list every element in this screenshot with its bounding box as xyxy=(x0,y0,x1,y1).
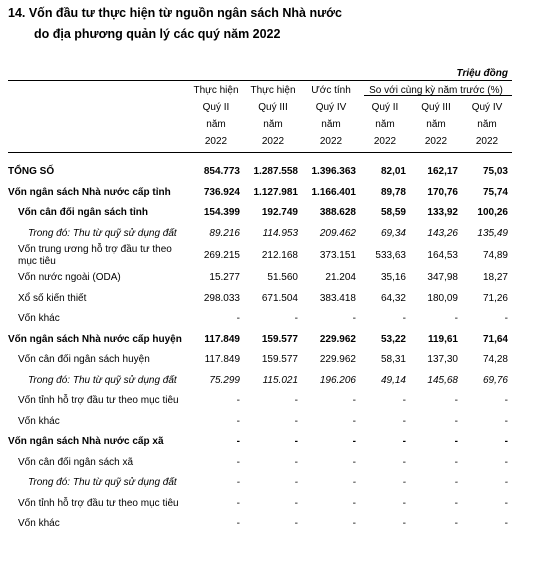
table-body xyxy=(8,150,512,535)
cell-value: - xyxy=(352,395,356,406)
cell-value: - xyxy=(504,497,508,509)
cell-value: 1.287.558 xyxy=(253,166,298,177)
cell-value: - xyxy=(352,477,356,488)
col-header: năm xyxy=(321,119,341,130)
cell-value: - xyxy=(352,436,356,447)
col-header: 2022 xyxy=(204,136,228,147)
col-header: năm xyxy=(375,119,395,130)
row-label: Vốn cân đối ngân sách huyện xyxy=(18,354,150,365)
cell-value: 69,76 xyxy=(482,374,508,386)
row-label: Trong đó: Thu từ quỹ sử dụng đất xyxy=(28,374,177,386)
cell-value: - xyxy=(402,313,406,324)
col-header: Quý II xyxy=(202,102,230,113)
table-title-line2: do địa phương quản lý các quý năm 2022 xyxy=(34,27,281,41)
cell-value: - xyxy=(402,436,406,447)
cell-value: - xyxy=(402,477,406,488)
cell-value: 89.216 xyxy=(209,227,240,239)
row-label: TỔNG SỐ xyxy=(8,166,55,177)
cell-value: 298.033 xyxy=(203,292,240,304)
col-header: năm xyxy=(426,119,446,130)
cell-value: 49,14 xyxy=(380,374,406,386)
cell-value: 209.462 xyxy=(319,227,356,239)
cell-value: 74,89 xyxy=(482,249,508,261)
cell-value: 229.962 xyxy=(319,354,356,365)
group-header: So với cùng kỳ năm trước (%) xyxy=(369,85,503,96)
cell-value: 74,28 xyxy=(482,354,508,365)
col-header: 2022 xyxy=(373,136,397,147)
cell-value: - xyxy=(236,477,240,488)
row-label: Trong đó: Thu từ quỹ sử dụng đất xyxy=(28,477,177,488)
cell-value: 533,63 xyxy=(375,249,406,261)
col-header: năm xyxy=(263,119,283,130)
unit-label: Triệu đồng xyxy=(456,68,508,79)
cell-value: 69,34 xyxy=(380,227,406,239)
cell-value: 154.399 xyxy=(203,207,240,218)
col-header: Thực hiện xyxy=(250,85,296,96)
cell-value: 170,76 xyxy=(427,186,458,198)
cell-value: - xyxy=(236,436,240,447)
cell-value: - xyxy=(236,518,240,529)
table-row xyxy=(8,330,512,351)
row-label: Vốn cân đối ngân sách xã xyxy=(18,456,134,468)
table-row xyxy=(8,162,512,183)
col-header: Quý III xyxy=(421,102,451,113)
table-row xyxy=(8,432,512,453)
cell-value: 180,09 xyxy=(427,292,458,304)
cell-value: 1.127.981 xyxy=(253,186,298,198)
cell-value: - xyxy=(454,395,458,406)
cell-value: 159.577 xyxy=(261,354,298,365)
row-label: Trong đó: Thu từ quỹ sử dụng đất xyxy=(28,227,177,239)
cell-value: - xyxy=(454,415,458,427)
cell-value: - xyxy=(352,415,356,427)
cell-value: - xyxy=(236,395,240,406)
row-label: Vốn khác xyxy=(18,313,60,324)
cell-value: 383.418 xyxy=(319,292,356,304)
cell-value: 133,92 xyxy=(427,207,458,218)
header-row xyxy=(8,82,512,99)
cell-value: 196.206 xyxy=(319,374,356,386)
cell-value: - xyxy=(294,313,298,324)
cell-value: - xyxy=(294,477,298,488)
cell-value: - xyxy=(454,518,458,529)
cell-value: - xyxy=(352,313,356,324)
cell-value: 736.924 xyxy=(203,186,240,198)
table-row xyxy=(8,203,512,224)
cell-value: 64,32 xyxy=(380,292,406,304)
table-title-line1: 14. Vốn đầu tư thực hiện từ nguồn ngân sách Nhà nước xyxy=(8,6,343,20)
col-header: Ước tính xyxy=(311,85,351,96)
row-label: Vốn khác xyxy=(18,415,60,427)
row-label: Vốn tỉnh hỗ trợ đầu tư theo mục tiêu xyxy=(18,497,179,509)
cell-value: 117.849 xyxy=(204,333,240,345)
cell-value: - xyxy=(236,497,240,509)
cell-value: 82,01 xyxy=(380,166,406,177)
col-header: 2022 xyxy=(319,136,343,147)
cell-value: - xyxy=(352,518,356,529)
table-row xyxy=(8,412,512,433)
row-label: Vốn ngân sách Nhà nước cấp huyện xyxy=(8,333,182,345)
cell-value: 35,16 xyxy=(380,272,406,283)
cell-value: - xyxy=(294,518,298,529)
row-label: Vốn ngân sách Nhà nước cấp tỉnh xyxy=(8,186,171,198)
cell-value: 53,22 xyxy=(380,333,406,345)
row-label: Vốn nước ngoài (ODA) xyxy=(18,272,121,283)
cell-value: - xyxy=(504,313,508,324)
col-header: năm xyxy=(477,119,497,130)
cell-value: 51.560 xyxy=(267,272,298,283)
cell-value: 164,53 xyxy=(427,249,458,261)
cell-value: 212.168 xyxy=(261,249,298,261)
top-rule xyxy=(8,80,512,81)
table-row xyxy=(8,494,512,515)
cell-value: - xyxy=(454,477,458,488)
row-label: Vốn tỉnh hỗ trợ đầu tư theo mục tiêu xyxy=(18,395,179,406)
row-label: Vốn trung ương hỗ trợ đầu tư theo mục tiêu xyxy=(18,244,172,267)
header-row xyxy=(8,99,512,116)
cell-value: - xyxy=(352,456,356,468)
cell-value: - xyxy=(294,497,298,509)
table-row xyxy=(8,268,512,289)
cell-value: - xyxy=(236,456,240,468)
row-label: Vốn cân đối ngân sách tỉnh xyxy=(18,207,149,218)
cell-value: 100,26 xyxy=(477,207,508,218)
table-row xyxy=(8,350,512,371)
cell-value: 1.396.363 xyxy=(311,166,356,177)
cell-value: 115.021 xyxy=(262,374,298,386)
cell-value: - xyxy=(504,395,508,406)
cell-value: 347,98 xyxy=(427,272,458,283)
cell-value: 114.953 xyxy=(262,227,298,239)
cell-value: - xyxy=(454,456,458,468)
row-label: Vốn khác xyxy=(18,518,60,529)
cell-value: 58,59 xyxy=(380,207,406,218)
col-header: Quý IV xyxy=(315,102,347,113)
cell-value: 159.577 xyxy=(261,333,298,345)
table-row xyxy=(8,244,512,268)
cell-value: 192.749 xyxy=(261,207,298,218)
cell-value: - xyxy=(352,497,356,509)
table-row xyxy=(8,391,512,412)
cell-value: - xyxy=(402,456,406,468)
cell-value: - xyxy=(454,497,458,509)
cell-value: - xyxy=(504,456,508,468)
cell-value: - xyxy=(294,436,298,447)
cell-value: - xyxy=(454,436,458,447)
cell-value: 143,26 xyxy=(427,227,458,239)
table-row xyxy=(8,473,512,494)
cell-value: 71,64 xyxy=(482,333,508,345)
cell-value: 75,03 xyxy=(482,166,508,177)
cell-value: 671.504 xyxy=(261,292,298,304)
cell-value: - xyxy=(236,313,240,324)
cell-value: - xyxy=(402,415,406,427)
cell-value: 58,31 xyxy=(380,354,406,365)
cell-value: - xyxy=(402,497,406,509)
cell-value: 137,30 xyxy=(427,354,458,365)
cell-value: 269.215 xyxy=(203,249,240,261)
table-row xyxy=(8,224,512,245)
cell-value: 119,61 xyxy=(427,333,458,345)
cell-value: - xyxy=(504,518,508,529)
cell-value: - xyxy=(294,395,298,406)
cell-value: 15.277 xyxy=(209,272,240,283)
header-row xyxy=(8,116,512,133)
cell-value: 75.299 xyxy=(209,374,240,386)
col-header: 2022 xyxy=(475,136,499,147)
col-header: Quý III xyxy=(258,102,288,113)
table-row xyxy=(8,183,512,204)
col-header: Quý II xyxy=(371,102,399,113)
col-header: năm xyxy=(206,119,226,130)
row-label: Vốn ngân sách Nhà nước cấp xã xyxy=(8,436,164,447)
col-header: 2022 xyxy=(261,136,285,147)
cell-value: 1.166.401 xyxy=(311,186,356,198)
cell-value: 854.773 xyxy=(203,166,240,177)
cell-value: 71,26 xyxy=(482,292,508,304)
table-row xyxy=(8,309,512,330)
data-table xyxy=(8,82,512,535)
cell-value: - xyxy=(504,415,508,427)
cell-value: - xyxy=(504,477,508,488)
cell-value: - xyxy=(236,415,240,427)
cell-value: 135,49 xyxy=(477,227,508,239)
table-row xyxy=(8,289,512,310)
cell-value: 162,17 xyxy=(427,166,458,177)
cell-value: - xyxy=(402,518,406,529)
cell-value: - xyxy=(504,436,508,447)
table-row xyxy=(8,371,512,392)
cell-value: 388.628 xyxy=(319,207,356,218)
table-row xyxy=(8,514,512,535)
row-label: Xổ số kiến thiết xyxy=(18,292,87,304)
col-header: Thực hiện xyxy=(193,85,239,96)
cell-value: 21.204 xyxy=(325,272,356,283)
cell-value: - xyxy=(454,313,458,324)
cell-value: 89,78 xyxy=(380,186,406,198)
table-row xyxy=(8,453,512,474)
cell-value: 229.962 xyxy=(319,333,356,345)
col-header: 2022 xyxy=(424,136,448,147)
cell-value: 373.151 xyxy=(319,249,356,261)
cell-value: 75,74 xyxy=(482,186,508,198)
col-header: Quý IV xyxy=(471,102,503,113)
cell-value: 145,68 xyxy=(427,374,458,386)
cell-value: - xyxy=(294,415,298,427)
cell-value: - xyxy=(402,395,406,406)
cell-value: 18,27 xyxy=(482,272,508,283)
cell-value: 117.849 xyxy=(204,354,240,365)
cell-value: - xyxy=(294,456,298,468)
header-row xyxy=(8,133,512,150)
